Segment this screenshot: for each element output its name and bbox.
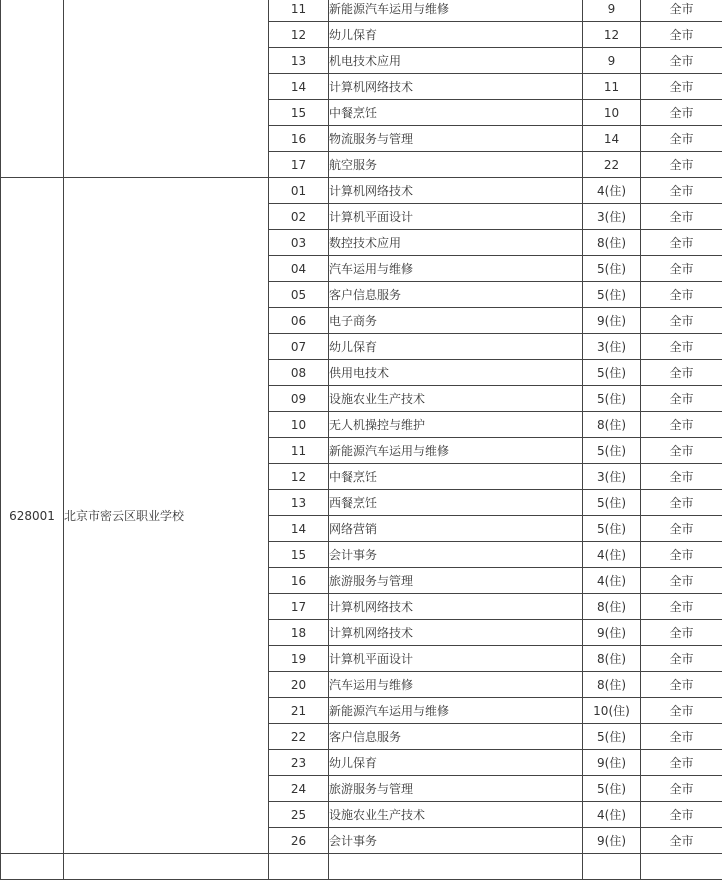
major-number-cell: 02 bbox=[269, 204, 329, 230]
recruit-area-cell: 全市 bbox=[641, 0, 722, 22]
major-name-cell: 新能源汽车运用与维修 bbox=[329, 438, 583, 464]
major-name-cell: 计算机网络技术 bbox=[329, 74, 583, 100]
plan-count-cell: 3(住) bbox=[583, 334, 641, 360]
recruit-area-cell: 全市 bbox=[641, 490, 722, 516]
major-number-cell: 15 bbox=[269, 542, 329, 568]
recruit-area-cell: 全市 bbox=[641, 724, 722, 750]
recruit-area-cell: 全市 bbox=[641, 48, 722, 74]
major-name-cell: 计算机平面设计 bbox=[329, 204, 583, 230]
major-number-cell: 05 bbox=[269, 282, 329, 308]
major-number-cell: 12 bbox=[269, 464, 329, 490]
plan-count-cell: 12 bbox=[583, 22, 641, 48]
recruit-area-cell bbox=[641, 854, 722, 880]
major-name-cell: 设施农业生产技术 bbox=[329, 802, 583, 828]
major-number-cell: 16 bbox=[269, 126, 329, 152]
major-name-cell: 无人机操控与维护 bbox=[329, 412, 583, 438]
plan-count-cell: 8(住) bbox=[583, 672, 641, 698]
major-number-cell: 22 bbox=[269, 724, 329, 750]
plan-count-cell: 8(住) bbox=[583, 646, 641, 672]
major-number-cell: 16 bbox=[269, 568, 329, 594]
plan-count-cell: 9 bbox=[583, 48, 641, 74]
major-number-cell: 17 bbox=[269, 594, 329, 620]
major-number-cell: 26 bbox=[269, 828, 329, 854]
major-number-cell: 03 bbox=[269, 230, 329, 256]
recruit-area-cell: 全市 bbox=[641, 126, 722, 152]
major-name-cell: 数控技术应用 bbox=[329, 230, 583, 256]
major-number-cell: 18 bbox=[269, 620, 329, 646]
plan-count-cell: 5(住) bbox=[583, 724, 641, 750]
major-name-cell: 会计事务 bbox=[329, 542, 583, 568]
plan-count-cell: 5(住) bbox=[583, 360, 641, 386]
recruit-area-cell: 全市 bbox=[641, 386, 722, 412]
plan-count-cell: 5(住) bbox=[583, 386, 641, 412]
major-name-cell: 设施农业生产技术 bbox=[329, 386, 583, 412]
major-name-cell: 客户信息服务 bbox=[329, 282, 583, 308]
major-name-cell: 新能源汽车运用与维修 bbox=[329, 698, 583, 724]
plan-count-cell: 9 bbox=[583, 0, 641, 22]
recruit-area-cell: 全市 bbox=[641, 100, 722, 126]
recruit-area-cell: 全市 bbox=[641, 204, 722, 230]
plan-count-cell: 10 bbox=[583, 100, 641, 126]
major-name-cell: 机电技术应用 bbox=[329, 48, 583, 74]
major-number-cell: 06 bbox=[269, 308, 329, 334]
recruit-area-cell: 全市 bbox=[641, 282, 722, 308]
major-number-cell: 23 bbox=[269, 750, 329, 776]
major-name-cell: 计算机网络技术 bbox=[329, 620, 583, 646]
plan-count-cell: 5(住) bbox=[583, 490, 641, 516]
major-number-cell: 25 bbox=[269, 802, 329, 828]
major-number-cell: 09 bbox=[269, 386, 329, 412]
recruit-area-cell: 全市 bbox=[641, 308, 722, 334]
plan-count-cell: 9(住) bbox=[583, 620, 641, 646]
plan-count-cell: 10(住) bbox=[583, 698, 641, 724]
recruit-area-cell: 全市 bbox=[641, 230, 722, 256]
major-name-cell: 供用电技术 bbox=[329, 360, 583, 386]
recruit-area-cell: 全市 bbox=[641, 360, 722, 386]
plan-count-cell: 22 bbox=[583, 152, 641, 178]
recruit-area-cell: 全市 bbox=[641, 568, 722, 594]
plan-count-cell: 4(住) bbox=[583, 568, 641, 594]
recruit-area-cell: 全市 bbox=[641, 672, 722, 698]
major-number-cell: 10 bbox=[269, 412, 329, 438]
major-name-cell: 幼儿保育 bbox=[329, 334, 583, 360]
major-name-cell: 计算机网络技术 bbox=[329, 178, 583, 204]
school-code-cell: 628001 bbox=[1, 178, 64, 854]
recruit-area-cell: 全市 bbox=[641, 594, 722, 620]
major-number-cell: 07 bbox=[269, 334, 329, 360]
major-number-cell: 14 bbox=[269, 74, 329, 100]
major-number-cell: 04 bbox=[269, 256, 329, 282]
major-name-cell: 计算机网络技术 bbox=[329, 594, 583, 620]
major-name-cell: 航空服务 bbox=[329, 152, 583, 178]
major-number-cell: 01 bbox=[269, 178, 329, 204]
major-number-cell: 13 bbox=[269, 48, 329, 74]
major-name-cell: 电子商务 bbox=[329, 308, 583, 334]
plan-count-cell: 9(住) bbox=[583, 308, 641, 334]
major-name-cell: 旅游服务与管理 bbox=[329, 776, 583, 802]
plan-count-cell: 9(住) bbox=[583, 750, 641, 776]
recruit-area-cell: 全市 bbox=[641, 334, 722, 360]
major-number-cell: 24 bbox=[269, 776, 329, 802]
major-name-cell: 幼儿保育 bbox=[329, 22, 583, 48]
recruit-area-cell: 全市 bbox=[641, 620, 722, 646]
recruit-area-cell: 全市 bbox=[641, 698, 722, 724]
plan-count-cell: 4(住) bbox=[583, 178, 641, 204]
major-name-cell: 汽车运用与维修 bbox=[329, 672, 583, 698]
major-number-cell: 17 bbox=[269, 152, 329, 178]
school-code-cell bbox=[1, 0, 64, 178]
plan-count-cell: 14 bbox=[583, 126, 641, 152]
major-name-cell: 中餐烹饪 bbox=[329, 464, 583, 490]
major-number-cell: 12 bbox=[269, 22, 329, 48]
recruit-area-cell: 全市 bbox=[641, 438, 722, 464]
plan-count-cell: 4(住) bbox=[583, 802, 641, 828]
recruit-area-cell: 全市 bbox=[641, 152, 722, 178]
major-number-cell: 15 bbox=[269, 100, 329, 126]
recruit-area-cell: 全市 bbox=[641, 178, 722, 204]
plan-count-cell: 5(住) bbox=[583, 256, 641, 282]
major-number-cell: 11 bbox=[269, 0, 329, 22]
plan-count-cell: 5(住) bbox=[583, 516, 641, 542]
recruit-area-cell: 全市 bbox=[641, 542, 722, 568]
plan-count-cell: 8(住) bbox=[583, 230, 641, 256]
major-name-cell: 客户信息服务 bbox=[329, 724, 583, 750]
table-row bbox=[1, 178, 722, 204]
plan-count-cell: 8(住) bbox=[583, 412, 641, 438]
major-number-cell: 20 bbox=[269, 672, 329, 698]
major-number-cell: 14 bbox=[269, 516, 329, 542]
major-number-cell: 11 bbox=[269, 438, 329, 464]
major-number-cell: 21 bbox=[269, 698, 329, 724]
table-row bbox=[1, 0, 722, 22]
major-name-cell: 新能源汽车运用与维修 bbox=[329, 0, 583, 22]
major-name-cell: 中餐烹饪 bbox=[329, 100, 583, 126]
major-name-cell: 会计事务 bbox=[329, 828, 583, 854]
major-number-cell: 13 bbox=[269, 490, 329, 516]
major-name-cell: 幼儿保育 bbox=[329, 750, 583, 776]
plan-count-cell bbox=[583, 854, 641, 880]
school-name-cell: 北京市密云区职业学校 bbox=[64, 178, 269, 854]
major-name-cell: 网络营销 bbox=[329, 516, 583, 542]
major-number-cell: 08 bbox=[269, 360, 329, 386]
plan-count-cell: 5(住) bbox=[583, 776, 641, 802]
major-name-cell: 物流服务与管理 bbox=[329, 126, 583, 152]
recruit-area-cell: 全市 bbox=[641, 412, 722, 438]
plan-count-cell: 5(住) bbox=[583, 438, 641, 464]
school-name-cell bbox=[64, 854, 269, 880]
school-code-cell bbox=[1, 854, 64, 880]
recruit-area-cell: 全市 bbox=[641, 464, 722, 490]
major-name-cell bbox=[329, 854, 583, 880]
plan-count-cell: 5(住) bbox=[583, 282, 641, 308]
plan-count-cell: 3(住) bbox=[583, 464, 641, 490]
recruit-area-cell: 全市 bbox=[641, 750, 722, 776]
recruit-area-cell: 全市 bbox=[641, 802, 722, 828]
major-name-cell: 汽车运用与维修 bbox=[329, 256, 583, 282]
recruit-area-cell: 全市 bbox=[641, 828, 722, 854]
recruit-area-cell: 全市 bbox=[641, 256, 722, 282]
plan-count-cell: 11 bbox=[583, 74, 641, 100]
table-body bbox=[1, 0, 722, 880]
plan-count-cell: 9(住) bbox=[583, 828, 641, 854]
recruit-area-cell: 全市 bbox=[641, 516, 722, 542]
recruit-area-cell: 全市 bbox=[641, 74, 722, 100]
plan-count-cell: 8(住) bbox=[583, 594, 641, 620]
major-name-cell: 计算机平面设计 bbox=[329, 646, 583, 672]
plan-count-cell: 4(住) bbox=[583, 542, 641, 568]
recruit-area-cell: 全市 bbox=[641, 776, 722, 802]
major-number-cell: 19 bbox=[269, 646, 329, 672]
school-name-cell bbox=[64, 0, 269, 178]
recruit-area-cell: 全市 bbox=[641, 646, 722, 672]
plan-count-cell: 3(住) bbox=[583, 204, 641, 230]
major-number-cell bbox=[269, 854, 329, 880]
recruit-area-cell: 全市 bbox=[641, 22, 722, 48]
table-row bbox=[1, 854, 722, 880]
major-name-cell: 旅游服务与管理 bbox=[329, 568, 583, 594]
major-name-cell: 西餐烹饪 bbox=[329, 490, 583, 516]
